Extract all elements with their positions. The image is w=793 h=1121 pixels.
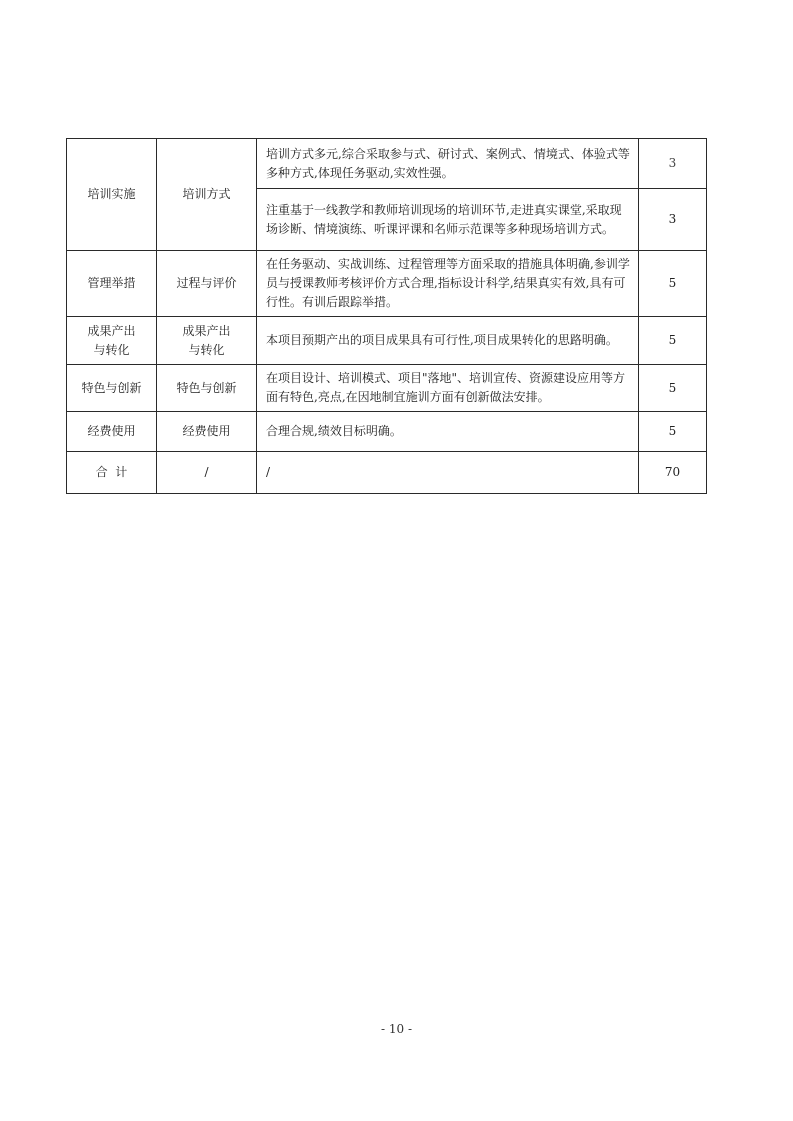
category-cell: 特色与创新 <box>67 365 157 412</box>
category-cell: 培训实施 <box>67 139 157 251</box>
table-row <box>67 317 707 365</box>
table-row <box>67 251 707 317</box>
score-cell: 5 <box>639 251 707 317</box>
item-cell: 培训方式 <box>157 139 257 251</box>
item-cell: 经费使用 <box>157 412 257 452</box>
item-cell: 特色与创新 <box>157 365 257 412</box>
score-cell: 5 <box>639 365 707 412</box>
table-row <box>67 412 707 452</box>
criteria-cell: 在任务驱动、实战训练、过程管理等方面采取的措施具体明确,参训学员与授课教师考核评价方式合理,指标设计科学,结果真实有效,具有可行性。有训后跟踪举措。 <box>257 251 639 317</box>
item-cell: 成果产出 与转化 <box>157 317 257 365</box>
table-row <box>67 452 707 494</box>
score-cell: 5 <box>639 412 707 452</box>
item-cell: 过程与评价 <box>157 251 257 317</box>
page-number: - 10 - <box>380 1022 412 1036</box>
category-cell: 经费使用 <box>67 412 157 452</box>
evaluation-table <box>66 138 707 494</box>
category-cell: 管理举措 <box>67 251 157 317</box>
criteria-cell: 本项目预期产出的项目成果具有可行性,项目成果转化的思路明确。 <box>257 317 639 365</box>
criteria-cell: 注重基于一线教学和教师培训现场的培训环节,走进真实课堂,采取现场诊断、情境演练、听课评课和名师示范课等多种现场培训方式。 <box>257 189 639 251</box>
score-cell: 5 <box>639 317 707 365</box>
category-cell: 成果产出 与转化 <box>67 317 157 365</box>
criteria-cell: 合理合规,绩效目标明确。 <box>257 412 639 452</box>
item-cell: / <box>157 452 257 494</box>
score-cell: 3 <box>639 189 707 251</box>
criteria-cell: 在项目设计、培训模式、项目"落地"、培训宣传、资源建设应用等方面有特色,亮点,在因地制宜施训方面有创新做法安排。 <box>257 365 639 412</box>
score-table-container <box>66 138 706 494</box>
score-cell: 70 <box>639 452 707 494</box>
criteria-cell: / <box>257 452 639 494</box>
table-row <box>67 139 707 189</box>
table-row <box>67 365 707 412</box>
score-cell: 3 <box>639 139 707 189</box>
criteria-cell: 培训方式多元,综合采取参与式、研讨式、案例式、情境式、体验式等多种方式,体现任务驱动,实效性强。 <box>257 139 639 189</box>
category-cell: 合 计 <box>67 452 157 494</box>
